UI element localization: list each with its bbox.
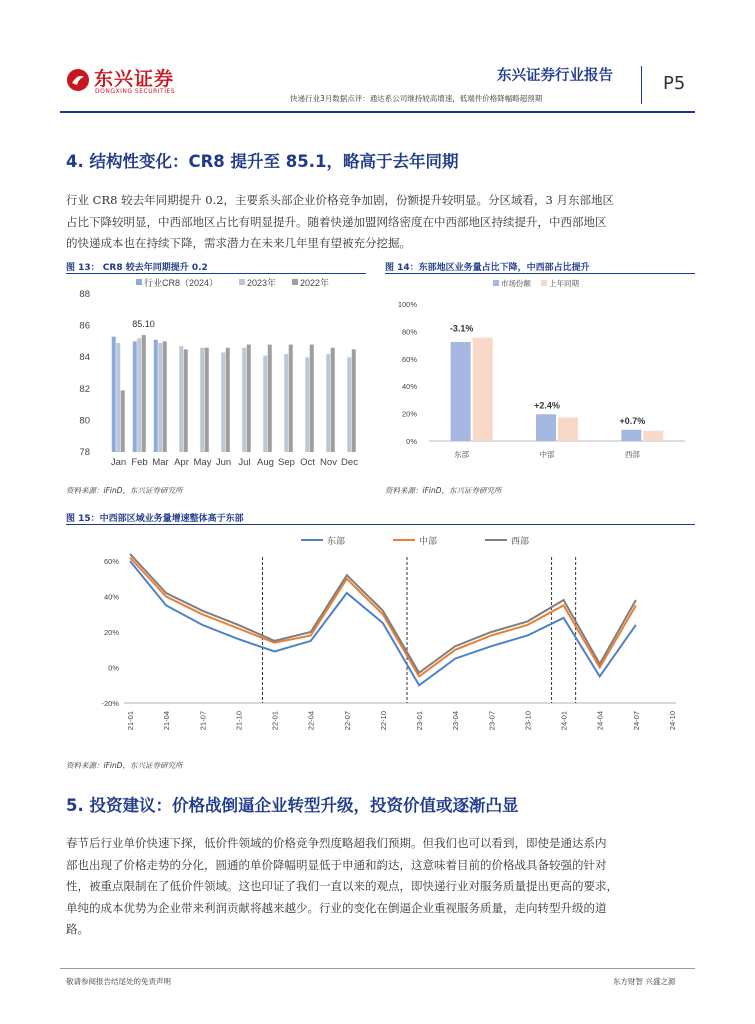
bar: [116, 343, 120, 452]
x-tick-label: 21-10: [234, 711, 244, 731]
bar: [352, 349, 356, 452]
x-tick-label: 23-01: [415, 711, 425, 731]
bar: [289, 345, 293, 452]
x-tick-label: Feb: [131, 457, 148, 468]
x-tick-label: 23-07: [487, 711, 497, 731]
bar: [205, 348, 209, 452]
bar: [133, 341, 137, 452]
bar: [242, 348, 246, 452]
figure-14-caption: 图 14：东部地区业务量占比下降，中西部占比提升: [385, 263, 590, 273]
bar: [263, 356, 267, 452]
footer-rule: [60, 968, 695, 969]
x-tick-label: 24-04: [595, 711, 605, 731]
logo-icon: [66, 68, 90, 92]
legend-label: 东部: [327, 536, 346, 546]
x-tick-label: Apr: [174, 457, 189, 468]
section-4-body: [66, 190, 696, 255]
y-tick-label: 80: [79, 415, 90, 427]
bar: [112, 337, 116, 452]
legend-label: 市场份额: [501, 279, 531, 288]
x-tick-label: 中部: [539, 450, 555, 459]
bar: [305, 357, 309, 452]
figure-15-chart: [66, 527, 695, 747]
bar: [284, 354, 288, 452]
section-5-line: 路。: [66, 922, 89, 936]
y-tick-label: 84: [79, 352, 90, 364]
section-5-line: 春节后行业单价快速下探，低价件领域的价格竞争烈度略超我们预期。但我们也可以看到，即使是通达系内: [66, 836, 607, 850]
x-tick-label: Dec: [341, 457, 358, 468]
x-tick-label: 东部: [454, 450, 470, 459]
legend-label: 2022年: [300, 278, 330, 288]
legend-swatch: [493, 280, 499, 286]
figure-13-chart: [66, 276, 366, 472]
bar: [221, 352, 225, 452]
x-tick-label: Jun: [215, 457, 232, 468]
x-tick-label: 22-07: [342, 711, 352, 731]
report-title: 东兴证券行业报告: [497, 68, 613, 84]
bar: [326, 354, 330, 452]
section-4-line: 占比下降较明显，中西部地区占比有明显提升。随着快递加盟网络密度在中西部地区持续提升，中西部地区: [66, 214, 607, 229]
x-tick-label: 24-01: [559, 711, 569, 731]
y-tick-label: 78: [79, 447, 90, 458]
bar: [184, 349, 188, 452]
x-tick-label: 24-07: [631, 711, 641, 731]
logo-text: 东兴证券: [94, 68, 175, 90]
logo-english: DONGXING SECURITIES: [95, 88, 176, 95]
figure-14-rule: [385, 273, 695, 274]
bar: [154, 340, 158, 452]
y-tick-label: -20%: [101, 699, 119, 708]
x-tick-label: 西部: [624, 450, 640, 459]
y-tick-label: 0%: [406, 437, 417, 446]
bar: [163, 341, 167, 452]
bar: [158, 343, 162, 452]
y-tick-label: 82: [79, 383, 90, 395]
legend-label: 上年同期: [549, 279, 579, 288]
header-rule: [60, 111, 695, 113]
bar: [558, 418, 578, 441]
series-line: [130, 561, 636, 685]
section-5-line: 部也出现了价格走势的分化，圆通的单价降幅明显低于申通和韵达，这意味着目前的价格战具备较强的针对: [66, 857, 607, 872]
bar: [121, 390, 125, 452]
bar: [451, 342, 471, 441]
x-tick-label: Nov: [320, 457, 337, 468]
x-tick-label: 24-10: [668, 711, 677, 731]
section-4-line: 的快递成本也在持续下降，需求潜力在未来几年里有望被充分挖掘。: [66, 236, 411, 250]
bar: [621, 430, 641, 441]
series-line: [130, 558, 636, 677]
x-tick-label: 22-10: [378, 711, 388, 731]
data-label: -3.1%: [449, 323, 474, 334]
y-tick-label: 80%: [401, 327, 417, 337]
y-tick-label: 20%: [401, 409, 417, 419]
x-tick-label: Sep: [278, 457, 295, 468]
figure-13-caption: 图 13： CR8 较去年同期提升 0.2: [66, 263, 208, 273]
section-5-title: 5. 投资建议：价格战倒逼企业转型升级，投资价值或逐渐凸显: [66, 796, 519, 815]
y-tick-label: 40%: [103, 592, 119, 602]
section-5-line: 性，被重点限制在了低价件领域。这也印证了我们一直以来的观点，即快递行业对服务质量提出更高的要求，: [66, 879, 618, 893]
x-tick-label: Oct: [300, 457, 315, 468]
report-subtitle: 快递行业3月数据点评：通达系公司继持较高增速，低端件价格降幅略超预期: [290, 94, 543, 103]
footer-slogan: 东方财智 兴盛之源: [613, 977, 676, 986]
y-tick-label: 60%: [103, 557, 119, 566]
figure-15-source: 资料来源：iFinD，东兴证券研究所: [66, 761, 183, 770]
section-5-body: [66, 833, 696, 941]
y-tick-label: 60%: [401, 354, 417, 364]
legend-label: 2023年: [247, 278, 277, 288]
figure-13-source: 资料来源：iFinD，东兴证券研究所: [66, 486, 183, 495]
bar: [268, 345, 272, 452]
footer-disclaimer: 敬请参阅报告结尾处的免责声明: [66, 977, 171, 986]
legend-label: 中部: [419, 536, 438, 546]
figure-14-chart: [385, 276, 695, 472]
section-4-title: 4. 结构性变化：CR8 提升至 85.1，略高于去年同期: [66, 152, 459, 171]
x-tick-label: 21-07: [198, 711, 208, 731]
legend-swatch: [239, 279, 245, 285]
y-tick-label: 0%: [108, 663, 119, 673]
x-tick-label: 23-10: [523, 711, 533, 731]
legend-swatch: [292, 279, 298, 285]
bar: [200, 348, 204, 452]
x-tick-label: Aug: [257, 457, 274, 468]
y-tick-label: 20%: [103, 628, 119, 637]
data-label: 85.10: [132, 319, 155, 330]
x-tick-label: 22-01: [270, 711, 280, 731]
x-tick-label: 21-04: [162, 711, 172, 731]
bar: [347, 357, 351, 452]
bar: [179, 346, 183, 452]
bar: [643, 431, 663, 441]
page-number: P5: [663, 73, 686, 94]
data-label: +2.4%: [534, 400, 560, 411]
x-tick-label: Jul: [238, 457, 251, 468]
x-tick-label: 21-01: [126, 711, 135, 731]
figure-15-rule: [66, 524, 695, 525]
bar: [247, 345, 251, 452]
y-tick-label: 100%: [397, 300, 417, 309]
legend-label: 行业CR8（2024）: [144, 278, 219, 288]
y-tick-label: 40%: [401, 382, 417, 392]
data-label: +0.7%: [619, 415, 646, 426]
y-tick-label: 88: [79, 289, 90, 300]
bar: [331, 348, 335, 452]
figure-13-rule: [66, 273, 366, 274]
x-tick-label: 23-04: [451, 711, 461, 731]
legend-swatch: [541, 280, 547, 286]
x-tick-label: Jan: [110, 457, 127, 468]
figure-15-caption: 图 15：中西部区域业务量增速整体高于东部: [66, 514, 244, 524]
x-tick-label: Mar: [152, 457, 169, 468]
bar: [473, 338, 493, 441]
bar: [137, 338, 141, 452]
x-tick-label: 22-04: [306, 711, 316, 731]
bar: [226, 348, 230, 452]
section-4-line: 行业 CR8 较去年同期提升 0.2，主要系头部企业价格竞争加剧，份额提升较明显。分区域看，3 月东部地区: [66, 193, 614, 207]
legend-label: 西部: [511, 536, 530, 546]
y-tick-label: 86: [79, 320, 90, 332]
header-divider: [641, 66, 642, 104]
bar: [142, 335, 146, 452]
x-tick-label: May: [193, 457, 212, 468]
section-5-line: 单纯的成本优势为企业带来利润贡献将越来越少。行业的变化在倒逼企业重视服务质量，走向转型升级的道: [66, 900, 607, 915]
figure-14-source: 资料来源：iFinD，东兴证券研究所: [385, 486, 502, 495]
bar: [310, 345, 314, 452]
bar: [536, 414, 556, 441]
legend-swatch: [136, 279, 142, 285]
